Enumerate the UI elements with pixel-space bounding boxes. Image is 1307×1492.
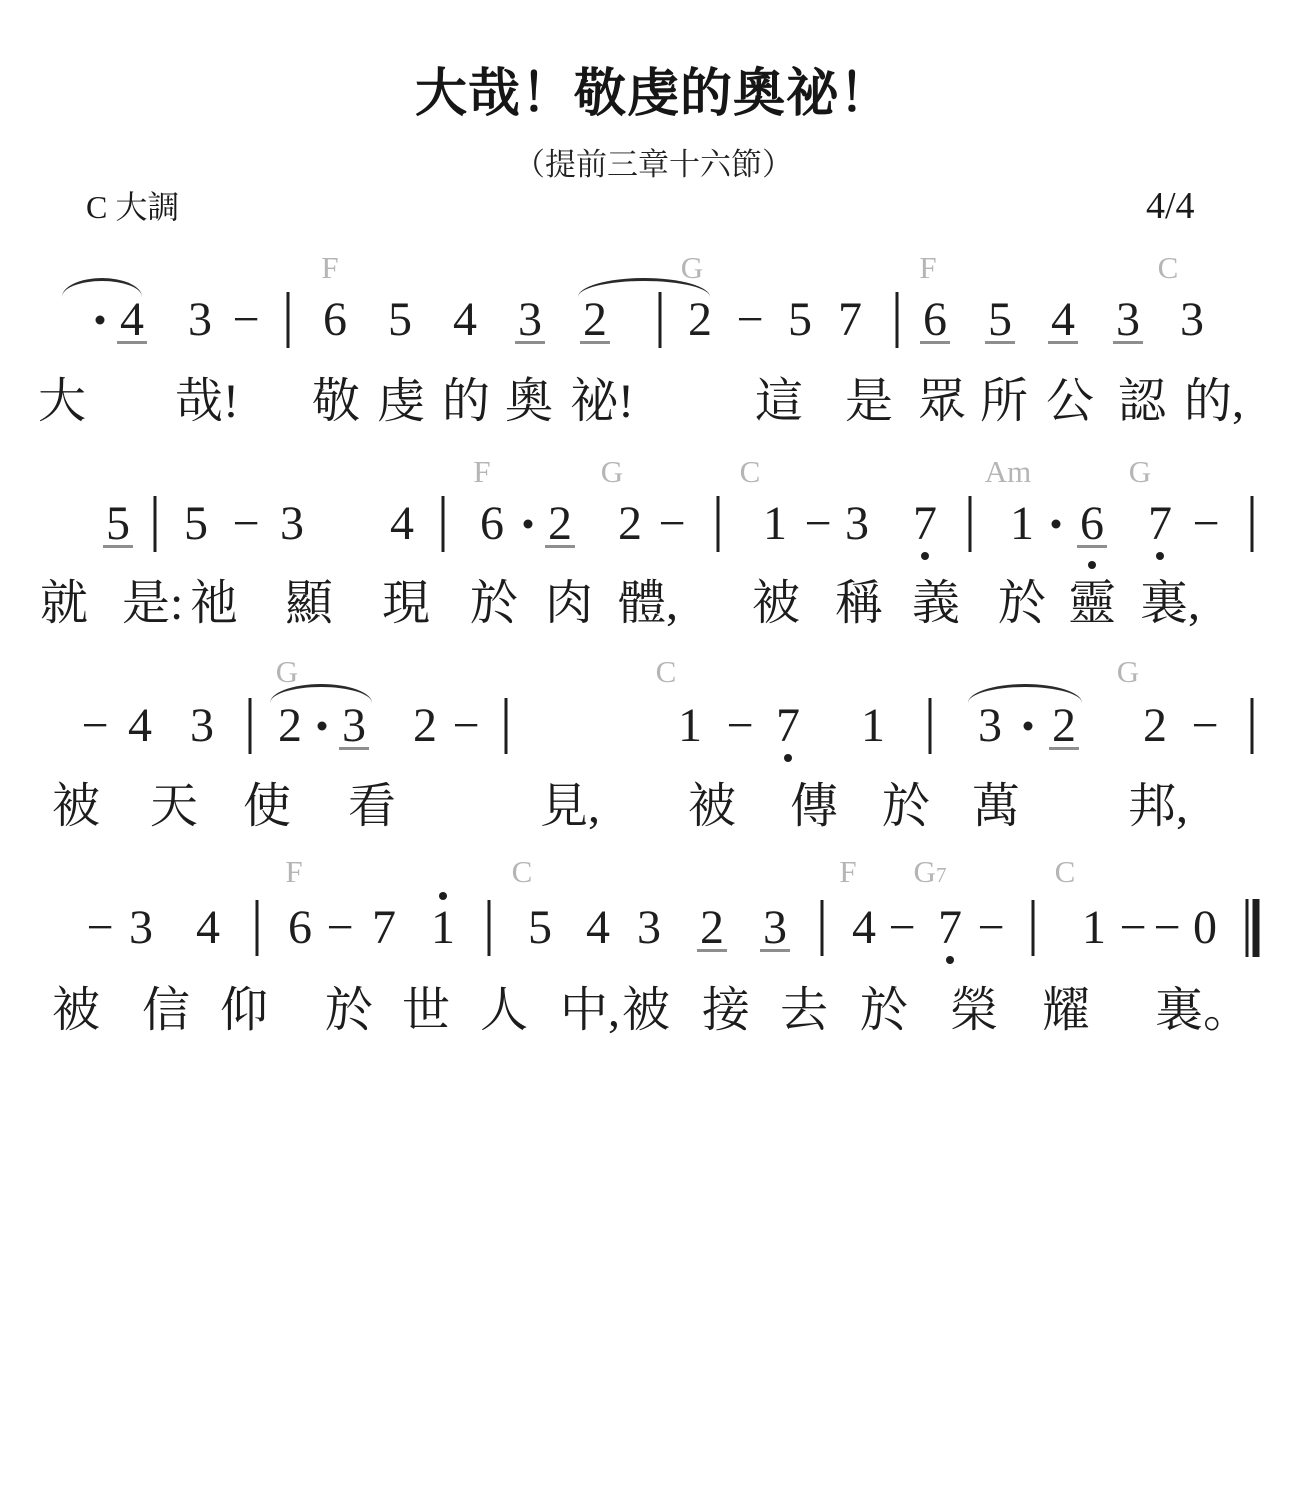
lyric-syllable: 仰 xyxy=(220,984,269,1037)
low-octave-dot xyxy=(784,754,792,762)
barline xyxy=(659,292,662,348)
duration-dash: − xyxy=(326,901,354,954)
duration-dash: − xyxy=(804,497,832,550)
note-digit: 4 xyxy=(586,901,610,954)
note-digit: 6 xyxy=(288,901,312,954)
lyric-syllable: 信 xyxy=(142,984,191,1037)
chord-label: G xyxy=(275,654,299,689)
final-bar-thin-line xyxy=(1246,899,1249,957)
lyric-syllable: 體, xyxy=(618,577,679,630)
note-digit: 3 xyxy=(280,497,304,550)
lyric-syllable: 肉 xyxy=(545,577,594,630)
lyric-syllable: 公 xyxy=(1046,375,1095,428)
song-title: 大哉！敬虔的奧祕！ xyxy=(414,65,892,123)
note-digit: 3 xyxy=(637,901,661,954)
lyric-syllable: 傳 xyxy=(790,780,839,833)
note-digit: 4 xyxy=(453,293,477,346)
lyric-syllable: 見, xyxy=(540,780,601,833)
note-digit: 1 xyxy=(763,497,787,550)
lyric-syllable: 義 xyxy=(912,577,961,630)
lyric-syllable: 看 xyxy=(348,780,397,833)
lyric-syllable: 世 xyxy=(402,984,451,1037)
chord-label: F xyxy=(473,454,491,489)
note-digit: 2 xyxy=(1143,699,1167,752)
slur-arc xyxy=(968,684,1082,703)
lyric-syllable: 萬 xyxy=(972,780,1021,833)
note-digit: 1 xyxy=(678,699,702,752)
note-digit: 4 xyxy=(852,901,876,954)
barline xyxy=(1032,900,1035,956)
eighth-underline xyxy=(339,747,369,750)
duration-dash: − xyxy=(888,901,916,954)
lyric-syllable: 現 xyxy=(382,577,431,630)
lyric-syllable: 大 xyxy=(38,375,87,428)
note-digit: 6 xyxy=(1080,500,1104,548)
lyric-syllable: 於 xyxy=(998,577,1047,630)
note-digit: 2 xyxy=(548,500,572,548)
chord-label: F xyxy=(839,854,857,889)
lyric-syllable: 被 xyxy=(752,577,801,630)
chord-label: C xyxy=(655,654,677,689)
lyric-syllable: 就 xyxy=(40,577,89,630)
lyric-syllable: 於 xyxy=(882,780,931,833)
lyric-syllable: 靈 xyxy=(1068,577,1117,630)
lyric-syllable: 被 xyxy=(52,984,101,1037)
eighth-underline xyxy=(1048,341,1078,344)
lyric-syllable: 於 xyxy=(470,577,519,630)
note-digit: 6 xyxy=(480,497,504,550)
note-digit: 5 xyxy=(528,901,552,954)
barline xyxy=(821,900,824,956)
barline xyxy=(442,496,445,552)
high-octave-dot xyxy=(439,892,447,900)
eighth-underline xyxy=(1049,747,1079,750)
chord-label: C xyxy=(511,854,533,889)
note-digit: 1 xyxy=(431,904,455,952)
key-signature: C 大調 xyxy=(86,189,180,225)
note-digit: 2 xyxy=(688,293,712,346)
low-octave-dot xyxy=(921,552,929,560)
chord-label: F xyxy=(321,250,339,285)
barline xyxy=(1251,698,1254,754)
note-digit: 6 xyxy=(923,296,947,344)
lyric-syllable: 的 xyxy=(442,375,491,428)
augmentation-dot xyxy=(524,520,533,529)
note-digit: 4 xyxy=(120,296,144,344)
eighth-underline xyxy=(697,949,727,952)
note-digit: 3 xyxy=(129,901,153,954)
lyric-syllable: 認 xyxy=(1118,375,1167,428)
barline xyxy=(287,292,290,348)
chord-label: F xyxy=(919,250,937,285)
note-digit: 2 xyxy=(618,497,642,550)
eighth-underline xyxy=(985,341,1015,344)
note-digit: 3 xyxy=(978,699,1002,752)
duration-dash: − xyxy=(86,901,114,954)
chord-label: F xyxy=(285,854,303,889)
eighth-underline xyxy=(760,949,790,952)
lyric-syllable: 敬 xyxy=(312,375,361,428)
note-digit: 2 xyxy=(700,904,724,952)
lyric-syllable: 所 xyxy=(980,375,1029,428)
eighth-underline xyxy=(1113,341,1143,344)
lyric-syllable: 榮 xyxy=(950,984,999,1037)
note-digit: 4 xyxy=(128,699,152,752)
lyric-syllable: 祕! xyxy=(570,375,634,428)
eighth-underline xyxy=(515,341,545,344)
lyric-syllable: 於 xyxy=(860,984,909,1037)
note-digit: 5 xyxy=(184,497,208,550)
duration-dash: − xyxy=(1191,699,1219,752)
note-digit: 4 xyxy=(390,497,414,550)
lyric-syllable: 虔 xyxy=(377,375,426,428)
note-digit: 3 xyxy=(188,293,212,346)
duration-dash: − xyxy=(726,699,754,752)
note-digit: 2 xyxy=(583,296,607,344)
chord-label: G xyxy=(1116,654,1140,689)
duration-dash: − xyxy=(81,699,109,752)
barline xyxy=(969,496,972,552)
augmentation-dot xyxy=(1024,722,1033,731)
low-octave-dot xyxy=(946,956,954,964)
note-digit: 7 xyxy=(372,901,396,954)
chord-extension: 7 xyxy=(935,863,947,887)
note-digit: 7 xyxy=(838,293,862,346)
barline xyxy=(1251,496,1254,552)
duration-dash: − xyxy=(977,901,1005,954)
scripture-reference: （提前三章十六節） xyxy=(514,147,793,182)
note-digit: 4 xyxy=(196,901,220,954)
final-bar-thick-line xyxy=(1253,899,1260,957)
chord-label: G xyxy=(1128,454,1152,489)
lyric-syllable: 稱 xyxy=(835,577,884,630)
lyric-syllable: 中, xyxy=(560,984,621,1037)
barline xyxy=(896,292,899,348)
low-octave-dot xyxy=(1156,552,1164,560)
lyric-syllable: 眾 xyxy=(918,375,967,428)
chord-label: C xyxy=(739,454,761,489)
duration-dash: − xyxy=(1192,497,1220,550)
note-digit: 7 xyxy=(1148,500,1172,548)
lyric-syllable: 的, xyxy=(1184,375,1245,428)
duration-dash: − xyxy=(1119,901,1147,954)
lyric-syllable: 奧 xyxy=(505,375,554,428)
chord-label: G7 xyxy=(913,854,947,889)
lyric-syllable: 是 xyxy=(845,375,894,428)
eighth-underline xyxy=(545,545,575,548)
note-digit: 5 xyxy=(988,296,1012,344)
lyric-syllable: 裏, xyxy=(1140,577,1201,630)
lyric-syllable: 被 xyxy=(688,780,737,833)
barline xyxy=(505,698,508,754)
note-digit: 3 xyxy=(342,702,366,750)
note-digit: 0 xyxy=(1193,901,1217,954)
augmentation-dot xyxy=(1052,520,1061,529)
lyric-syllable: 顯 xyxy=(285,577,334,630)
note-digit: 1 xyxy=(1010,497,1034,550)
note-digit: 3 xyxy=(1116,296,1140,344)
lyric-syllable: 耀 xyxy=(1042,984,1091,1037)
lyric-syllable: 這 xyxy=(755,375,804,428)
note-digit: 7 xyxy=(913,500,937,548)
barline xyxy=(249,698,252,754)
note-digit: 3 xyxy=(845,497,869,550)
barline xyxy=(717,496,720,552)
slur-arc xyxy=(62,278,142,297)
note-digit: 6 xyxy=(323,293,347,346)
barline xyxy=(488,900,491,956)
lyric-syllable: 被 xyxy=(52,780,101,833)
low-octave-dot xyxy=(1088,561,1096,569)
note-digit: 3 xyxy=(1180,293,1204,346)
lyric-syllable: 使 xyxy=(243,780,292,833)
eighth-underline xyxy=(103,545,133,548)
chord-label: G xyxy=(600,454,624,489)
lyric-syllable: 於 xyxy=(325,984,374,1037)
lyric-syllable: 人 xyxy=(480,984,529,1037)
lyric-syllable: 接 xyxy=(702,984,751,1037)
duration-dash: − xyxy=(452,699,480,752)
final-double-barline xyxy=(1245,899,1260,957)
lyric-syllable: 祂 xyxy=(190,577,239,630)
note-digit: 2 xyxy=(278,699,302,752)
note-digit: 4 xyxy=(1051,296,1075,344)
duration-dash: − xyxy=(658,497,686,550)
chord-label: C xyxy=(1054,854,1076,889)
note-digit: 5 xyxy=(106,500,130,548)
note-digit: 3 xyxy=(763,904,787,952)
note-digit: 2 xyxy=(413,699,437,752)
lyric-syllable: 被 xyxy=(622,984,671,1037)
barline xyxy=(256,900,259,956)
duration-dash: − xyxy=(736,293,764,346)
time-signature: 4/4 xyxy=(1146,185,1195,227)
lyric-syllable: 邦, xyxy=(1128,780,1189,833)
chord-label: C xyxy=(1157,250,1179,285)
chord-label: Am xyxy=(984,454,1032,489)
augmentation-dot xyxy=(318,722,327,731)
duration-dash: − xyxy=(1153,901,1181,954)
note-digit: 3 xyxy=(190,699,214,752)
lyric-syllable: 天 xyxy=(150,780,199,833)
chord-label: G xyxy=(680,250,704,285)
note-digit: 7 xyxy=(938,904,962,952)
duration-dash: − xyxy=(232,293,260,346)
barline xyxy=(929,698,932,754)
note-digit: 2 xyxy=(1052,702,1076,750)
note-digit: 3 xyxy=(518,296,542,344)
lyric-syllable: 哉! xyxy=(175,375,239,428)
duration-dash: − xyxy=(232,497,260,550)
note-digit: 1 xyxy=(861,699,885,752)
note-digit: 5 xyxy=(788,293,812,346)
eighth-underline xyxy=(1077,545,1107,548)
note-digit: 5 xyxy=(388,293,412,346)
eighth-underline xyxy=(580,341,610,344)
eighth-underline xyxy=(117,341,147,344)
lyric-syllable: 是: xyxy=(122,577,184,630)
note-digit: 7 xyxy=(776,702,800,750)
barline xyxy=(154,496,157,552)
augmentation-dot xyxy=(96,316,105,325)
note-digit: 1 xyxy=(1082,901,1106,954)
lyric-syllable: 裏。 xyxy=(1155,984,1252,1037)
lyric-syllable: 去 xyxy=(780,984,829,1037)
eighth-underline xyxy=(920,341,950,344)
